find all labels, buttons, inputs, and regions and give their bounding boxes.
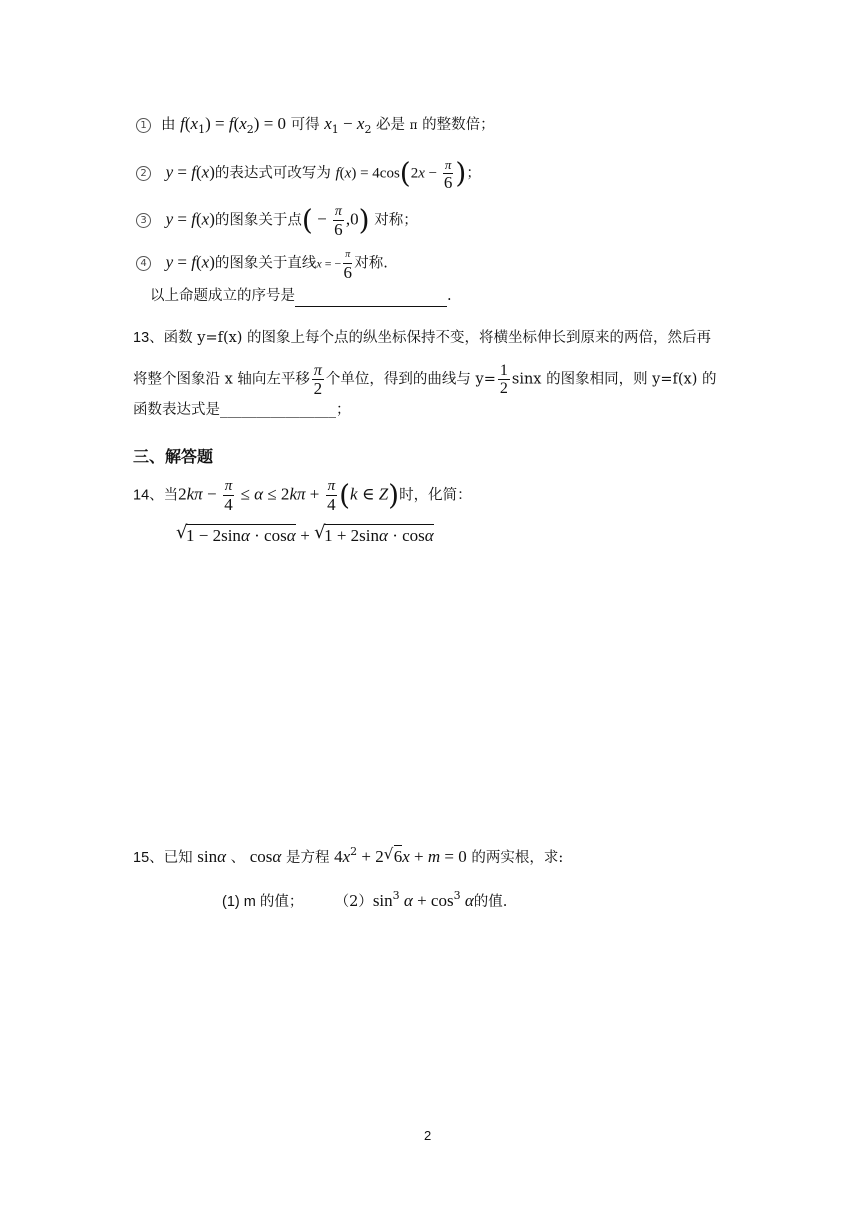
q13-line3: 函数表达式是________________；	[133, 402, 351, 418]
q14-expression: √ 1 − 2sinα · cosα + √ 1 + 2sinα · cosα	[176, 522, 434, 545]
q12-answer-line: 以上命题成立的序号是 .	[150, 286, 452, 307]
proposition-2: 2 y = f(x)的表达式可改写为 f(x) = 4cos(2x − $\frac{\pi}{6}$ )；	[136, 156, 481, 191]
section-heading: 三、解答题	[133, 447, 214, 466]
proposition-4: 4 y = f(x)的图象关于直线x = − $\frac{\pi}{6}$ 对称.	[136, 246, 388, 281]
q13-line1: 13、函数 y=f(x) 的图象上每个点的纵坐标保持不变，将横坐标伸长到原来的两倍，然后再	[133, 330, 712, 346]
circled-number-3: 3	[136, 213, 151, 228]
q15-line1: 15、已知 sinα 、 cosα 是方程 $4x^2 + 2$ √ 6x + m = 0 的两实根，求:	[133, 845, 564, 866]
q13-line2: 将整个图象沿 x 轴向左平移 $\frac{\pi}{2}$ 个单位，得到的曲线与 y= $\frac{1}{2}$ sinx 的图象相同，则 y=f(x) 的	[133, 362, 717, 398]
q14-line1: 14、当2kπ − $\frac{\pi}{4}$ ≤ α ≤ 2kπ + $\frac{\pi}{4}$ (k ∈ Z)时，化简：	[133, 478, 472, 514]
circled-number-1: 1	[136, 118, 151, 133]
q15-line2: (1) m 的值； $(2)\sin^3$ $\alpha + \cos^3 \alpha$的值.	[222, 889, 508, 910]
circled-number-2: 2	[136, 166, 151, 181]
answer-blank[interactable]	[295, 286, 447, 307]
page-number: 2	[424, 1128, 432, 1143]
circled-number-4: 4	[136, 256, 151, 271]
proposition-3: 3 y = f(x)的图象关于点( − $\frac{\pi}{6}$ ,0) 对称；	[136, 203, 418, 238]
proposition-1: 1 由 $f(x_1) = f(x_2) = 0$ 可得 $x_1 - x_2$ 必是 π 的整数倍；	[136, 114, 495, 140]
